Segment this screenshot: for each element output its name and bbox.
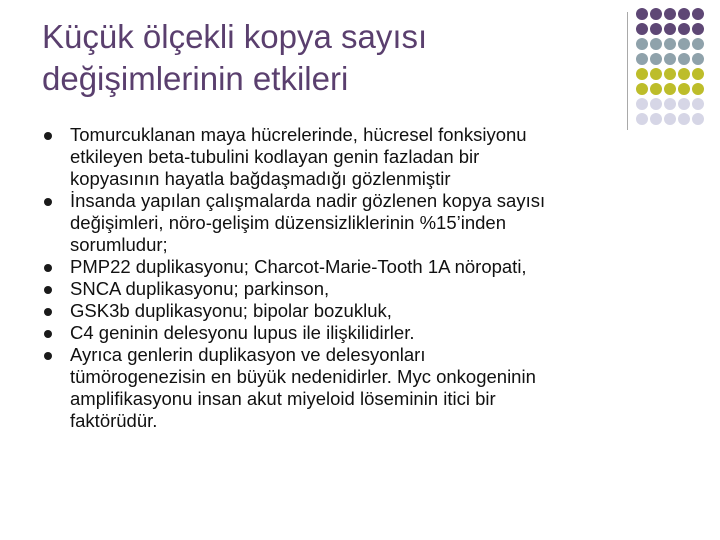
decorative-dot-yellow <box>678 83 690 95</box>
bullet-dot-icon <box>44 132 52 140</box>
bullet-dot-icon <box>44 198 52 206</box>
decorative-dot-purple <box>692 23 704 35</box>
bullet-item <box>44 344 700 432</box>
decorative-dot-gray <box>636 53 648 65</box>
bullet-item <box>44 300 700 322</box>
decorative-dot-light <box>636 98 648 110</box>
decorative-dot-purple <box>650 8 662 20</box>
bullet-text-line: PMP22 duplikasyonu; Charcot-Marie-Tooth 1A nöropati, <box>70 256 527 277</box>
bullet-text-line: sorumludur; <box>70 234 168 255</box>
bullet-dot-icon <box>44 264 52 272</box>
decorative-dot-yellow <box>664 83 676 95</box>
decorative-dot-light <box>678 98 690 110</box>
bullet-text-line: Tomurcuklanan maya hücrelerinde, hücresel fonksiyonu <box>70 124 527 145</box>
decorative-dot-purple <box>664 23 676 35</box>
decorative-dot-grid <box>636 8 706 128</box>
decorative-dot-gray <box>650 38 662 50</box>
bullet-list <box>44 124 700 432</box>
decorative-dot-light <box>650 98 662 110</box>
bullet-text-line: İnsanda yapılan çalışmalarda nadir gözlenen kopya sayısı <box>70 190 546 211</box>
bullet-item <box>44 256 700 278</box>
decorative-divider <box>627 12 628 130</box>
decorative-dot-gray <box>678 38 690 50</box>
bullet-dot-icon <box>44 286 52 294</box>
decorative-dot-purple <box>692 8 704 20</box>
decorative-dot-purple <box>678 8 690 20</box>
bullet-text-line: değişimleri, nöro-gelişim düzensizliklerinin %15’inden <box>70 212 506 233</box>
bullet-item <box>44 190 700 256</box>
decorative-dot-yellow <box>692 68 704 80</box>
decorative-dot-purple <box>636 8 648 20</box>
decorative-dot-yellow <box>636 68 648 80</box>
bullet-text-line: etkileyen beta-tubulini kodlayan genin fazladan bir <box>70 146 480 167</box>
decorative-dot-yellow <box>664 68 676 80</box>
bullet-text-line: SNCA duplikasyonu; parkinson, <box>70 278 330 299</box>
bullet-text-line: amplifikasyonu insan akut miyeloid löseminin itici bir <box>70 388 496 409</box>
slide-title-line-2: değişimlerinin etkileri <box>42 60 349 97</box>
decorative-dot-gray <box>692 53 704 65</box>
decorative-dot-light <box>664 98 676 110</box>
bullet-text-line: Ayrıca genlerin duplikasyon ve delesyonları <box>70 344 426 365</box>
bullet-text-line: tümörogenezisin en büyük nedenidirler. Myc onkogeninin <box>70 366 536 387</box>
decorative-dot-gray <box>664 38 676 50</box>
decorative-dot-purple <box>664 8 676 20</box>
decorative-dot-yellow <box>650 83 662 95</box>
bullet-item <box>44 322 700 344</box>
decorative-dot-purple <box>636 23 648 35</box>
decorative-dot-yellow <box>678 68 690 80</box>
bullet-text-line: GSK3b duplikasyonu; bipolar bozukluk, <box>70 300 392 321</box>
slide-title <box>42 16 602 100</box>
decorative-dot-gray <box>664 53 676 65</box>
bullet-dot-icon <box>44 308 52 316</box>
decorative-dot-yellow <box>636 83 648 95</box>
bullet-dot-icon <box>44 352 52 360</box>
decorative-dot-yellow <box>692 83 704 95</box>
bullet-text-line: faktörüdür. <box>70 410 158 431</box>
bullet-text-line: kopyasının hayatla bağdaşmadığı gözlenmiştir <box>70 168 451 189</box>
decorative-dot-gray <box>678 53 690 65</box>
decorative-dot-yellow <box>650 68 662 80</box>
slide-title-line-1: Küçük ölçekli kopya sayısı <box>42 18 428 55</box>
decorative-dot-gray <box>692 38 704 50</box>
decorative-dot-gray <box>650 53 662 65</box>
decorative-dot-gray <box>636 38 648 50</box>
bullet-item <box>44 124 700 190</box>
bullet-text-line: C4 geninin delesyonu lupus ile ilişkilidirler. <box>70 322 415 343</box>
bullet-item <box>44 278 700 300</box>
bullet-dot-icon <box>44 330 52 338</box>
decorative-dot-purple <box>678 23 690 35</box>
decorative-dot-purple <box>650 23 662 35</box>
decorative-dot-light <box>692 98 704 110</box>
